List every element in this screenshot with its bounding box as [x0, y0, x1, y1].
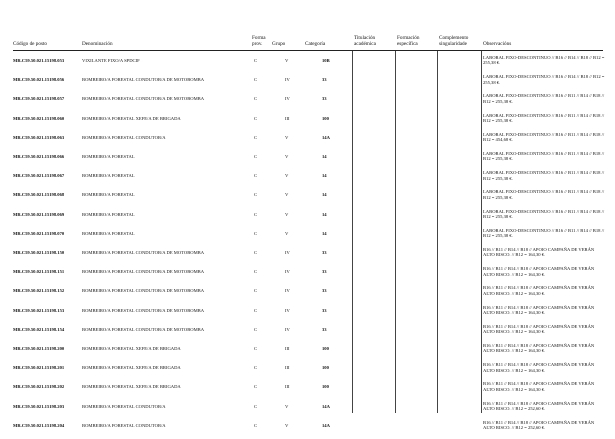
categoria-value: 14 — [322, 230, 327, 236]
table-row — [0, 263, 615, 283]
header-observacions: Observacións — [483, 41, 512, 47]
categoria-value: 33 — [322, 250, 327, 255]
position-name: BOMBEIRO/A FORESTAL CONDUTOR/A — [82, 134, 166, 140]
categoria-value: 33 — [322, 326, 327, 332]
header-grupo: Grupo — [272, 41, 286, 47]
position-code: MR.C59.50.021.15198.153 — [13, 307, 65, 313]
observacions-value: B16 // B11 // B14 // B18 // APOIO CAMPAÑA DE VERÁN ALTO RISCO. // B12 = 164,30 €. — [483, 266, 595, 277]
observacions-value: B16 // B11 // B14 // B18 // APOIO CAMPAÑA DE VERÁN ALTO RISCO. // B12 = 164,30 €. — [483, 362, 595, 373]
header-denominacion: Denominación — [82, 41, 113, 47]
table-row — [0, 244, 615, 264]
forma-prov-value: C — [254, 250, 258, 255]
position-name: BOMBEIRO/A FORESTAL — [82, 192, 135, 198]
forma-prov-value: C — [254, 307, 258, 313]
table-row — [0, 282, 615, 302]
categoria-value: 33 — [322, 307, 327, 313]
forma-prov-value: C — [254, 384, 258, 390]
table-row — [0, 148, 615, 168]
categoria-value: 14A — [322, 134, 330, 140]
categoria-value: 100 — [322, 365, 329, 371]
observacions-value: B16 // B11 // B14 // B18 // APOIO CAMPAÑA DE VERÁN ALTO RISCO. // B12 = 164,30 €. — [483, 285, 595, 296]
position-name: VIXILANTE FIXO/A SPDCIF — [82, 58, 140, 63]
forma-prov-value: C — [254, 269, 258, 275]
categoria-value: 100 — [322, 346, 329, 351]
forma-prov-value: C — [254, 115, 258, 121]
table-row — [0, 186, 615, 206]
position-name: BOMBEIRO/A FORESTAL CONDUTOR/A DE MOTOBOMBA — [82, 326, 205, 332]
position-code: MR.C59.50.021.15198.067 — [13, 173, 65, 179]
position-name: BOMBEIRO/A FORESTAL — [82, 173, 135, 179]
forma-prov-value: C — [254, 58, 258, 63]
table-row — [0, 398, 615, 418]
position-name: BOMBEIRO/A FORESTAL CONDUTOR/A DE MOTOBOMBA — [82, 96, 205, 102]
grupo-value: V — [285, 58, 289, 63]
table-row — [0, 71, 615, 91]
grupo-value: IV — [285, 96, 290, 102]
forma-prov-value: C — [254, 154, 258, 159]
grupo-value: III — [285, 115, 290, 121]
categoria-value: 14 — [322, 211, 327, 217]
forma-prov-value: C — [254, 365, 258, 371]
header-formacion: Formación específica — [397, 35, 420, 47]
position-name: BOMBEIRO/A FORESTAL XEFE/A DE BRIGADA — [82, 115, 181, 121]
forma-prov-value: C — [254, 96, 258, 102]
position-code: MR.C59.50.021.15198.057 — [13, 96, 65, 102]
categoria-value: 100 — [322, 384, 329, 390]
table-row — [0, 340, 615, 360]
forma-prov-value: C — [254, 403, 258, 409]
grupo-value: IV — [285, 77, 290, 83]
grupo-value: III — [285, 365, 290, 371]
observacions-value: LABORAL FIXO-DESCONTINUO // B16 // B14 // B18 // B12 = 255,38 €. — [483, 74, 605, 85]
header-categoria: Categoría — [305, 41, 326, 47]
observacions-value: LABORAL FIXO-DESCONTINUO // B16 // B11 // B14 // B18 // B12 = 255,38 €. — [483, 112, 605, 123]
categoria-value: 33 — [322, 288, 327, 294]
grupo-value: V — [285, 134, 289, 140]
observacions-value: LABORAL FIXO-DESCONTINUO // B16 // B11 // B14 // B18 // B12 = 255,38 €. — [483, 170, 605, 181]
grupo-value: IV — [285, 307, 290, 313]
observacions-value: LABORAL FIXO-DESCONTINUO // B16 // B11 // B14 // B18 // B12 = 255,38 €. — [483, 227, 605, 239]
position-code: MR.C59.50.021.15198.152 — [13, 288, 65, 294]
observacions-value: B16 // B11 // B14 // B18 // APOIO CAMPAÑA DE VERÁN ALTO RISCO. // B12 = 252,60 €. — [483, 419, 595, 431]
grupo-value: III — [285, 384, 290, 390]
header-rule — [13, 50, 603, 51]
position-code: MR.C59.50.021.15198.053 — [13, 58, 65, 63]
position-name: BOMBEIRO/A FORESTAL — [82, 211, 135, 217]
grupo-value: IV — [285, 250, 290, 255]
forma-prov-value: C — [254, 77, 258, 83]
categoria-value: 14 — [322, 154, 327, 159]
table-row — [0, 225, 615, 245]
position-name: BOMBEIRO/A FORESTAL CONDUTOR/A DE MOTOBOMBA — [82, 77, 205, 83]
grupo-value: V — [285, 211, 289, 217]
observacions-value: LABORAL FIXO-DESCONTINUO // B16 // B11 // B14 // B18 // B12 = 255,38 €. — [483, 189, 605, 200]
grupo-value: V — [285, 403, 289, 409]
categoria-value: 33 — [322, 77, 327, 83]
grupo-value: IV — [285, 326, 290, 332]
observacions-value: LABORAL FIXO-DESCONTINUO // B16 // B11 // B14 // B18 // B12 = 255,38 €. — [483, 93, 605, 104]
table-row — [0, 90, 615, 110]
categoria-value: 10B — [322, 58, 330, 63]
observacions-value: B16 // B11 // B14 // B18 // APOIO CAMPAÑA DE VERÁN ALTO RISCO. // B12 = 164,30 €. — [483, 304, 595, 315]
position-code: MR.C59.50.021.15198.063 — [13, 134, 65, 140]
position-code: MR.C59.50.021.15198.069 — [13, 211, 65, 217]
observacions-value: B16 // B11 // B14 // B18 // APOIO CAMPAÑA DE VERÁN ALTO RISCO. // B12 = 164,30 €. — [483, 247, 595, 258]
position-code: MR.C59.50.021.15198.202 — [13, 384, 65, 390]
forma-prov-value: C — [254, 422, 258, 428]
grupo-value: V — [285, 192, 289, 198]
position-code: MR.C59.50.021.15198.070 — [13, 230, 65, 236]
grupo-value: V — [285, 422, 289, 428]
position-name: BOMBEIRO/A FORESTAL CONDUTOR/A DE MOTOBOMBA — [82, 269, 205, 275]
observacions-value: B16 // B11 // B14 // B18 // APOIO CAMPAÑA DE VERÁN ALTO RISCO. // B12 = 164,30 €. — [483, 381, 595, 392]
categoria-value: 33 — [322, 269, 327, 275]
forma-prov-value: C — [254, 211, 258, 217]
position-code: MR.C59.50.021.15198.150 — [13, 250, 65, 255]
categoria-value: 33 — [322, 96, 327, 102]
forma-prov-value: C — [254, 230, 258, 236]
categoria-value: 14A — [322, 422, 330, 428]
header-codigo: Código de posto — [13, 41, 48, 47]
position-name: BOMBEIRO/A FORESTAL CONDUTOR/A — [82, 403, 166, 409]
position-name: BOMBEIRO/A FORESTAL — [82, 154, 135, 159]
observacions-value: B16 // B11 // B14 // B18 // APOIO CAMPAÑA DE VERÁN ALTO RISCO. // B12 = 164,30 €. — [483, 343, 595, 354]
categoria-value: 14A — [322, 403, 330, 409]
categoria-value: 100 — [322, 115, 329, 121]
header-titulacion: Titulación académica — [354, 35, 376, 47]
table-row — [0, 378, 615, 398]
categoria-value: 14 — [322, 173, 327, 179]
forma-prov-value: C — [254, 134, 258, 140]
header-forma-prov: Forma prov. — [252, 35, 266, 47]
table-row — [0, 302, 615, 322]
forma-prov-value: C — [254, 173, 258, 179]
position-name: BOMBEIRO/A FORESTAL CONDUTOR/A DE MOTOBOMBA — [82, 250, 205, 255]
position-code: MR.C59.50.021.15198.204 — [13, 422, 65, 428]
categoria-value: 14 — [322, 192, 327, 198]
position-code: MR.C59.50.021.15198.060 — [13, 115, 65, 121]
grupo-value: V — [285, 173, 289, 179]
position-name: BOMBEIRO/A FORESTAL XEFE/A DE BRIGADA — [82, 365, 181, 371]
position-name: BOMBEIRO/A FORESTAL XEFE/A DE BRIGADA — [82, 384, 181, 390]
position-name: BOMBEIRO/A FORESTAL CONDUTOR/A DE MOTOBOMBA — [82, 288, 205, 294]
position-name: BOMBEIRO/A FORESTAL CONDUTOR/A DE MOTOBOMBA — [82, 307, 205, 313]
grupo-value: V — [285, 230, 289, 236]
observacions-value: B16 // B11 // B14 // B18 // APOIO CAMPAÑA DE VERÁN ALTO RISCO. // B12 = 252,60 €. — [483, 400, 595, 411]
position-code: MR.C59.50.021.15198.068 — [13, 192, 65, 198]
position-code: MR.C59.50.021.15198.151 — [13, 269, 65, 275]
table-row — [0, 110, 615, 130]
observacions-value: LABORAL FIXO-DESCONTINUO // B16 // B11 // B14 // B18 // B12 = 454,68 €. — [483, 131, 605, 143]
forma-prov-value: C — [254, 346, 258, 351]
grupo-value: III — [285, 346, 290, 351]
position-name: BOMBEIRO/A FORESTAL — [82, 230, 135, 236]
grupo-value: IV — [285, 269, 290, 275]
position-name: BOMBEIRO/A FORESTAL XEFE/A DE BRIGADA — [82, 346, 181, 351]
position-code: MR.C59.50.021.15198.201 — [13, 365, 65, 371]
table-row — [0, 52, 615, 72]
table-row — [0, 206, 615, 226]
table-row — [0, 167, 615, 187]
forma-prov-value: C — [254, 192, 258, 198]
observacions-value: LABORAL FIXO-DESCONTINUO // B16 // B11 // B14 // B18 // B12 = 255,38 €. — [483, 151, 605, 162]
forma-prov-value: C — [254, 288, 258, 294]
header-complemento: Complemento singularidade — [439, 35, 469, 47]
grupo-value: V — [285, 154, 289, 159]
position-name: BOMBEIRO/A FORESTAL CONDUTOR/A — [82, 422, 166, 428]
observacions-value: B16 // B11 // B14 // B18 // APOIO CAMPAÑA DE VERÁN ALTO RISCO. // B12 = 164,30 €. — [483, 323, 595, 335]
position-code: MR.C59.50.021.15198.056 — [13, 77, 65, 83]
table-row — [0, 129, 615, 149]
table-row — [0, 417, 615, 437]
table-row — [0, 321, 615, 341]
position-code: MR.C59.50.021.15198.203 — [13, 403, 65, 409]
position-code: MR.C59.50.021.15198.066 — [13, 154, 65, 159]
forma-prov-value: C — [254, 326, 258, 332]
grupo-value: IV — [285, 288, 290, 294]
observacions-value: LABORAL FIXO-DESCONTINUO // B16 // B14 // B18 // B12 = 255,38 €. — [483, 55, 605, 66]
position-code: MR.C59.50.021.15198.200 — [13, 346, 65, 351]
observacions-value: LABORAL FIXO-DESCONTINUO // B16 // B11 // B14 // B18 // B12 = 255,38 €. — [483, 208, 605, 219]
table-row — [0, 359, 615, 379]
position-code: MR.C59.50.021.15198.154 — [13, 326, 65, 332]
